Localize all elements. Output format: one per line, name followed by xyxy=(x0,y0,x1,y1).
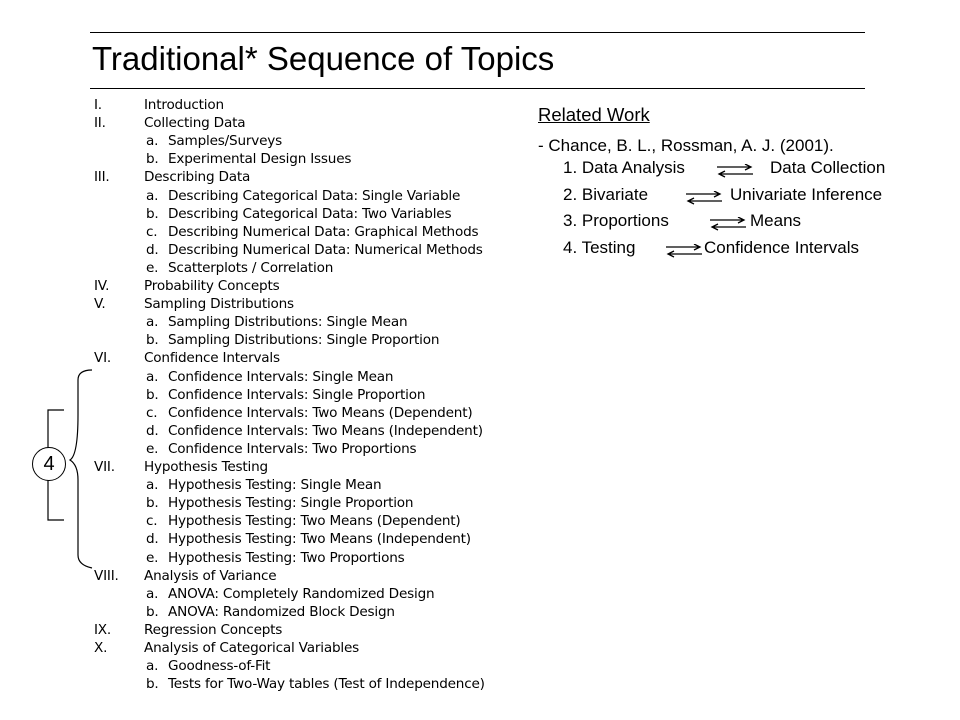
outline-number: a. xyxy=(146,187,159,204)
outline-label: Samples/Surveys xyxy=(168,133,283,150)
outline-label: Scatterplots / Correlation xyxy=(168,259,334,276)
grouping-brackets xyxy=(0,0,120,720)
outline-label: Confidence Intervals: Single Proportion xyxy=(168,386,426,403)
outline-number: d. xyxy=(146,241,159,258)
outline-label: Experimental Design Issues xyxy=(168,151,352,168)
double-arrow-icon xyxy=(715,164,755,178)
outline-number: VI. xyxy=(94,350,112,367)
outline-number: e. xyxy=(146,259,159,276)
outline-label: Regression Concepts xyxy=(144,621,283,638)
double-arrow-icon xyxy=(708,217,748,231)
outline-label: Sampling Distributions: Single Mean xyxy=(168,314,408,331)
outline-number: c. xyxy=(146,513,158,530)
outline-number: a. xyxy=(146,658,159,675)
outline-number: I. xyxy=(94,97,102,113)
related-work-citation: - Chance, B. L., Rossman, A. J. (2001). xyxy=(538,136,834,155)
outline-label: Tests for Two-Way tables (Test of Independence) xyxy=(168,676,485,693)
outline-number: e. xyxy=(146,440,159,457)
outline-label: Confidence Intervals: Two Proportions xyxy=(168,440,417,457)
related-work-heading: Related Work xyxy=(538,104,650,125)
outline-number: VIII. xyxy=(94,567,119,584)
outline-number: b. xyxy=(146,332,159,349)
related-item-left: 2. Bivariate xyxy=(563,185,649,204)
outline-label: Describing Categorical Data: Two Variables xyxy=(168,205,452,222)
outline-label: Confidence Intervals: Single Mean xyxy=(168,368,394,385)
outline-number: III. xyxy=(94,169,110,186)
outline-label: Hypothesis Testing: Single Mean xyxy=(168,477,382,494)
outline-number: e. xyxy=(146,549,159,566)
outline-number: II. xyxy=(94,115,106,132)
outline-label: ANOVA: Randomized Block Design xyxy=(168,603,395,620)
outline-label: Probability Concepts xyxy=(144,278,280,294)
outline-label: Confidence Intervals: Two Means (Dependent) xyxy=(168,404,473,421)
outline-label: Sampling Distributions xyxy=(144,296,294,313)
page-title: Traditional* Sequence of Topics xyxy=(92,40,555,77)
outline-label: Describing Numerical Data: Numerical Methods xyxy=(168,241,483,258)
related-item-right: Means xyxy=(750,211,802,230)
double-arrow-icon xyxy=(684,191,724,205)
related-item-left: 1. Data Analysis xyxy=(563,158,685,177)
outline-number: b. xyxy=(146,603,159,620)
outline-number: a. xyxy=(146,368,159,385)
outline-label: Confidence Intervals: Two Means (Independent) xyxy=(168,422,483,439)
outline-number: X. xyxy=(94,640,108,656)
outline-label: Sampling Distributions: Single Proportion xyxy=(168,332,440,349)
outline-number: b. xyxy=(146,151,159,168)
outline-label: Hypothesis Testing: Single Proportion xyxy=(168,495,414,512)
outline-label: ANOVA: Completely Randomized Design xyxy=(168,585,435,602)
related-item-right: Confidence Intervals xyxy=(704,238,859,257)
outline-label: Hypothesis Testing xyxy=(144,459,268,475)
outline-label: Analysis of Variance xyxy=(144,567,277,584)
outline-number: b. xyxy=(146,495,159,512)
double-arrow-icon xyxy=(664,244,704,258)
outline-label: Goodness-of-Fit xyxy=(168,658,271,675)
outline-number: b. xyxy=(146,205,159,222)
outline-number: IX. xyxy=(94,621,112,638)
upper-curly-brace xyxy=(70,370,92,568)
related-item-right: Data Collection xyxy=(770,158,886,177)
outline-number: c. xyxy=(146,223,158,240)
outline-number: a. xyxy=(146,314,159,331)
outline-label: Analysis of Categorical Variables xyxy=(144,640,360,656)
outline-number: a. xyxy=(146,477,159,494)
outline-label: Hypothesis Testing: Two Means (Dependent) xyxy=(168,513,461,530)
outline-label: Describing Data xyxy=(144,169,251,186)
outline-label: Collecting Data xyxy=(144,115,246,132)
outline-label: Hypothesis Testing: Two Means (Independent) xyxy=(168,531,471,548)
outline-number: a. xyxy=(146,133,159,150)
outline-label: Confidence Intervals xyxy=(144,350,280,367)
outline-number: a. xyxy=(146,585,159,602)
outline-number: IV. xyxy=(94,278,110,294)
outline-number: VII. xyxy=(94,459,115,475)
outline-number: c. xyxy=(146,404,158,421)
outline-number: d. xyxy=(146,531,159,548)
outline-label: Introduction xyxy=(144,97,224,113)
related-item-left: 3. Proportions xyxy=(563,211,669,230)
related-item-right: Univariate Inference xyxy=(730,185,883,204)
related-work-panel xyxy=(538,0,958,300)
outline-label: Describing Numerical Data: Graphical Methods xyxy=(168,223,479,240)
outline-label: Hypothesis Testing: Two Proportions xyxy=(168,549,405,566)
outline-number: b. xyxy=(146,676,159,693)
group-count-badge: 4 xyxy=(32,447,66,481)
outline-number: d. xyxy=(146,422,159,439)
outline-label: Describing Categorical Data: Single Variable xyxy=(168,187,461,204)
outline-number: b. xyxy=(146,386,159,403)
outline-number: V. xyxy=(94,296,106,313)
related-item-left: 4. Testing xyxy=(563,238,636,257)
